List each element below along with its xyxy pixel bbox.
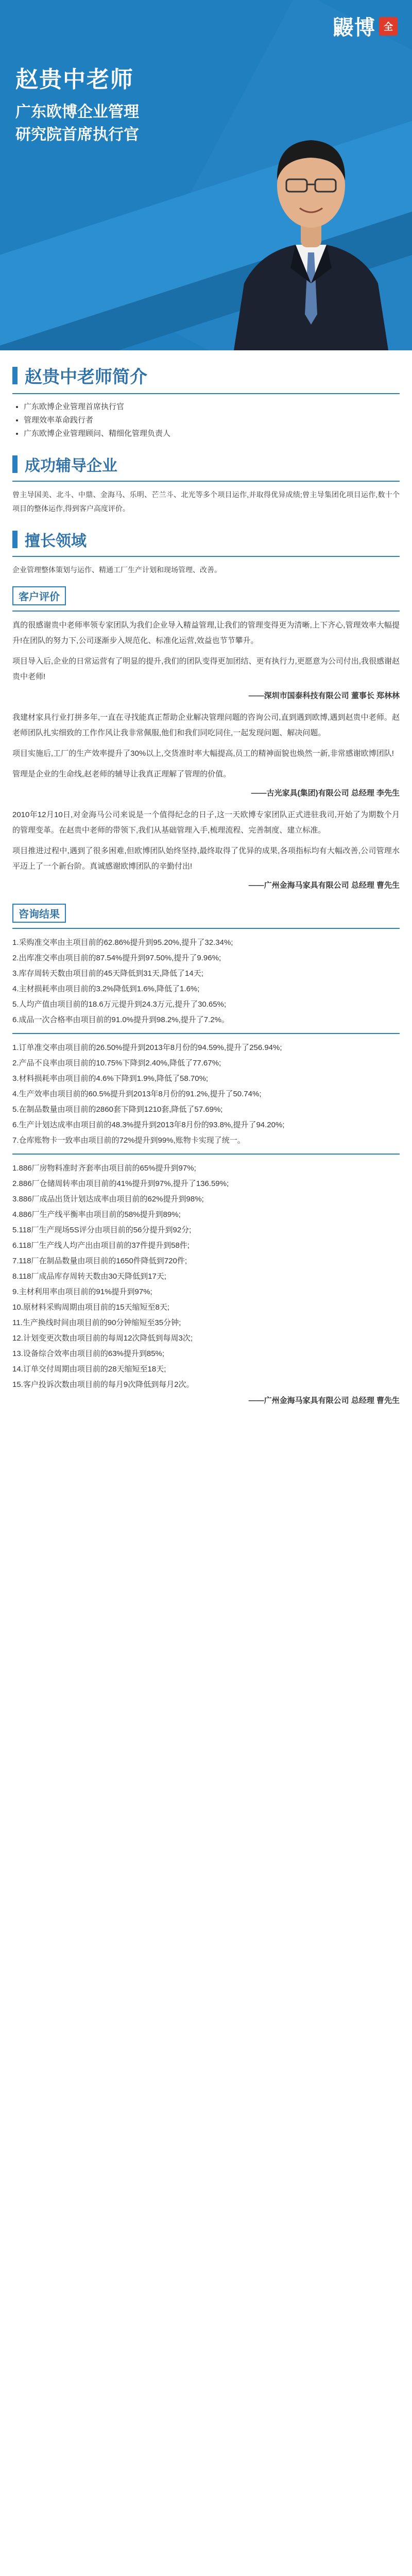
review-paragraph: 项目推进过程中,遇到了很多困难,但欧博团队始终坚持,最终取得了优异的成果,各项指标均有大幅改善,公司管理水平迈上了一个新台阶。真诚感谢欧博团队的辛勤付出! bbox=[12, 846, 400, 871]
review-paragraph: 真的很感谢贵中老师率领专家团队为我们企业导入精益管理,让我们的管理变得更为清晰,上下齐心,管理效率大幅提升!在团队的努力下,公司逐渐步入规范化、标准化运营,效益也节节攀升。 bbox=[12, 621, 400, 645]
result-item: 8.118厂成品库存周转天数由30天降低到17天; bbox=[12, 1272, 166, 1281]
divider bbox=[12, 556, 400, 557]
section-tag: 客户评价 bbox=[12, 586, 66, 605]
hero-banner bbox=[0, 0, 412, 350]
result-item: 1.886厂房物料准时齐套率由项目前的65%提升到97%; bbox=[12, 1164, 196, 1173]
heading-bar bbox=[12, 367, 18, 384]
intro-list bbox=[12, 400, 400, 440]
expertise-heading bbox=[12, 528, 400, 551]
result-group bbox=[12, 935, 400, 1028]
result-item: 5.118厂生产现场5S评分由项目前的56分提升到92分; bbox=[12, 1226, 192, 1234]
section-title: 成功辅导企业 bbox=[25, 457, 117, 474]
result-item: 3.库存周转天数由项目前的45天降低到31天,降低了14天; bbox=[12, 969, 203, 978]
result-item: 2.886厂仓储周转率由项目前的41%提升到97%,提升了136.59%; bbox=[12, 1179, 229, 1188]
divider bbox=[12, 1154, 400, 1155]
intro-heading bbox=[12, 363, 400, 388]
result-item: 10.原材料采购周期由项目前的15天缩短至8天; bbox=[12, 1303, 170, 1312]
result-item: 6.118厂生产线人均产出由项目前的37件提升到58件; bbox=[12, 1241, 190, 1250]
result-item: 7.118厂在制品数量由项目前的1650件降低到720件; bbox=[12, 1257, 187, 1265]
result-item: 11.生产换线时间由项目前的90分钟缩短至35分钟; bbox=[12, 1318, 181, 1327]
content bbox=[0, 363, 412, 1405]
speaker-name: 赵贵中老师 bbox=[15, 67, 134, 92]
result-item: 4.生产效率由项目前的60.5%提升到2013年8月份的91.2%,提升了50.74%; bbox=[12, 1090, 262, 1098]
achievement-heading bbox=[12, 453, 400, 476]
result-item: 9.主材利用率由项目前的91%提升到97%; bbox=[12, 1287, 152, 1296]
result-group bbox=[12, 1161, 400, 1393]
review-paragraph: 2010年12月10日,对金海马公司来说是一个值得纪念的日子,这一天欧博专家团队正式进驻我司,开始了为期数个月的管理变革。在赵贵中老师的带领下,我们从基础管理入手,梳理流程、完善制度、建立标准。 bbox=[12, 810, 400, 835]
review-paragraph: 项目导入后,企业的日常运营有了明显的提升,我们的团队变得更加团结、更有执行力,更愿意为公司付出,我很感谢赵贵中老师! bbox=[12, 657, 400, 681]
list-item: • 广东欧博企业管理顾问、精细化管理负责人 bbox=[24, 427, 400, 440]
result-item: 5.人均产值由项目前的18.6万元提升到24.3万元,提升了30.65%; bbox=[12, 1000, 227, 1009]
brand-logo bbox=[333, 11, 398, 41]
logo-seal: 全 bbox=[379, 17, 398, 36]
section-tag: 咨询结果 bbox=[12, 904, 66, 923]
result-item: 1.订单准交率由项目前的26.50%提升到2013年8月份的94.59%,提升了256.94%; bbox=[12, 1043, 282, 1052]
result-item: 2.产品不良率由项目前的10.75%下降到2.40%,降低了77.67%; bbox=[12, 1059, 221, 1067]
list-item: • 广东欧博企业管理首席执行官 bbox=[24, 400, 400, 414]
review-signature: —— 广州金海马家具有限公司 总经理 曹先生 bbox=[12, 879, 400, 890]
role-line: 研究院首席执行官 bbox=[15, 126, 139, 143]
divider bbox=[12, 1033, 400, 1034]
speaker-portrait bbox=[229, 98, 393, 350]
result-item: 14.订单交付周期由项目前的28天缩短至18天; bbox=[12, 1365, 166, 1374]
result-item: 7.仓库账物卡一致率由项目前的72%提升到99%,账物卡实现了统一。 bbox=[12, 1136, 245, 1145]
result-item: 2.出库准交率由项目前的87.54%提升到97.50%,提升了9.96%; bbox=[12, 954, 221, 962]
result-item: 6.生产计划达成率由项目前的48.3%提升到2013年8月份的93.8%,提升了94.20%; bbox=[12, 1121, 285, 1129]
review-paragraph: 我建材家具行业打拼多年,一直在寻找能真正帮助企业解决管理问题的咨询公司,直到遇到欧博,遇到赵贵中老师。赵老师团队扎实细致的工作作风让我非常佩服,他们和我们同吃同住,一起发现问题、解决问题。 bbox=[12, 713, 400, 737]
review-signature: —— 古光家具(集团)有限公司 总经理 李先生 bbox=[12, 787, 400, 798]
divider bbox=[12, 928, 400, 929]
result-item: 3.886厂成品出货计划达成率由项目前的62%提升到98%; bbox=[12, 1195, 204, 1204]
review-paragraph: 项目实施后,工厂的生产效率提升了30%以上,交货准时率大幅提高,员工的精神面貌也焕然一新,非常感谢欧博团队! bbox=[12, 749, 394, 758]
divider bbox=[12, 393, 400, 394]
review-paragraph: 管理是企业的生命线,赵老师的辅导让我真正理解了管理的价值。 bbox=[12, 770, 231, 778]
review-block bbox=[12, 710, 400, 798]
review-block bbox=[12, 807, 400, 890]
result-item: 12.计划变更次数由项目前的每周12次降低到每周3次; bbox=[12, 1334, 193, 1343]
result-item: 1.采购准交率由主项目前的62.86%提升到95.20%,提升了32.34%; bbox=[12, 938, 233, 947]
review-signature: —— 深圳市国泰科技有限公司 董事长 郑林林 bbox=[12, 690, 400, 701]
result-item: 4.886厂生产线平衡率由项目前的58%提升到89%; bbox=[12, 1210, 181, 1219]
result-item: 15.客户投诉次数由项目前的每月9次降低到每月2次。 bbox=[12, 1380, 194, 1389]
result-item: 5.在制品数量由项目前的2860套下降到1210套,降低了57.69%; bbox=[12, 1105, 223, 1114]
review-block bbox=[12, 618, 400, 701]
section-title: 擅长领域 bbox=[25, 533, 87, 550]
result-item: 3.材料损耗率由项目前的4.6%下降到1.9%,降低了58.70%; bbox=[12, 1074, 209, 1083]
list-item: • 管理效率革命践行者 bbox=[24, 414, 400, 427]
speaker-role bbox=[15, 101, 211, 146]
divider bbox=[12, 611, 400, 612]
result-item: 4.主材损耗率由项目前的3.2%降低到1.6%,降低了1.6%; bbox=[12, 985, 200, 993]
divider bbox=[12, 481, 400, 482]
heading-bar bbox=[12, 455, 18, 473]
expertise-text: 企业管理整体策划与运作、精通工厂生产计划和现场管理、改善。 bbox=[12, 566, 221, 574]
results-signature: —— 广州金海马家具有限公司 总经理 曹先生 bbox=[12, 1395, 400, 1405]
result-group bbox=[12, 1040, 400, 1148]
heading-bar bbox=[12, 531, 18, 548]
section-title: 赵贵中老师简介 bbox=[25, 367, 147, 387]
result-item: 6.成品一次合格率由项目前的91.0%提升到98.2%,提升了7.2%。 bbox=[12, 1015, 229, 1024]
role-line: 广东欧博企业管理 bbox=[15, 104, 139, 121]
logo-text: 鼹博 bbox=[333, 15, 376, 40]
achievement-text: 曾主导国美、北斗、中鼎、金海马、乐明、芒兰斗、北光等多个项目运作,并取得优异成绩;曾主导集团化项目运作,数十个项目的整体运作,得到客户高度评价。 bbox=[12, 490, 400, 513]
hero-title bbox=[15, 61, 211, 146]
result-item: 13.设备综合效率由项目前的63%提升到85%; bbox=[12, 1349, 165, 1358]
